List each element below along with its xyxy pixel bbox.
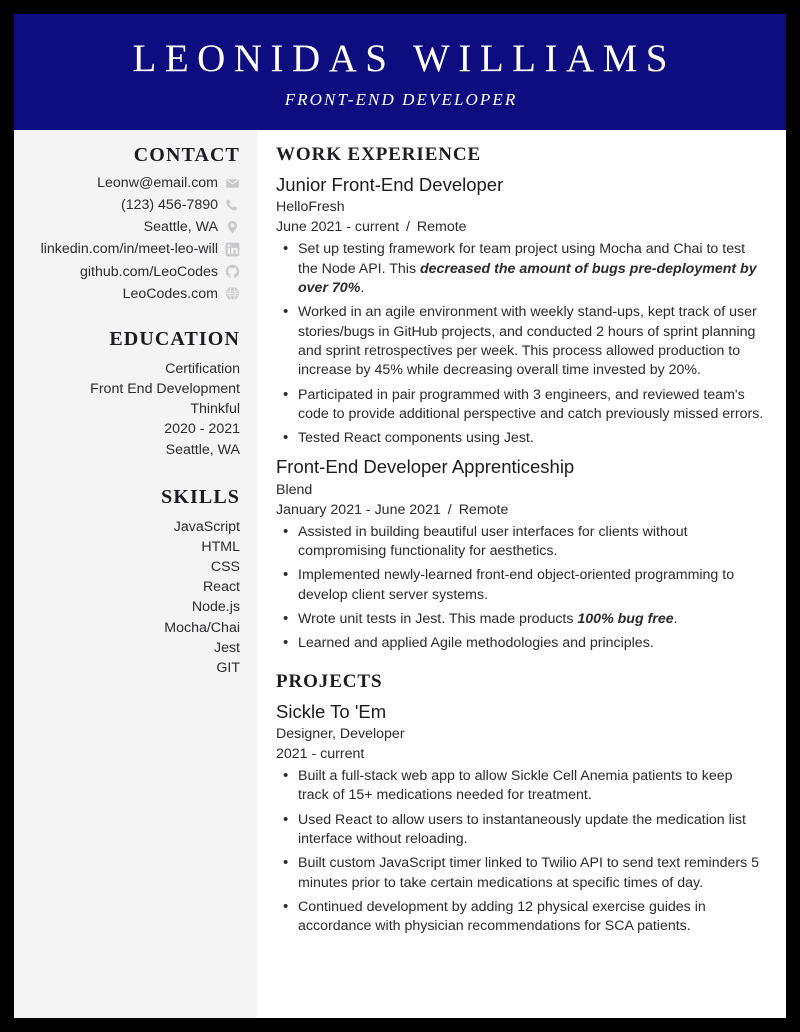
contact-text: linkedin.com/in/meet-leo-will bbox=[40, 241, 218, 258]
resume-body bbox=[14, 130, 786, 1018]
skill-item: JavaScript bbox=[173, 518, 240, 535]
resume-page bbox=[14, 14, 786, 1018]
skill-item: Mocha/Chai bbox=[164, 619, 240, 636]
bullet-item: • Worked in an agile environment with weekly stand-ups, kept track of user stories/bugs in GitHub projects, and conducted 2 hours of sprint planning and sprint retrospectives per week. This process allowed production to increase by 45% while decreasing overall time invested by 20%. bbox=[276, 303, 764, 380]
entry-bullet-list bbox=[276, 523, 764, 654]
bullet-item: • Tested React components using Jest. bbox=[276, 429, 764, 448]
skill-item: Node.js bbox=[191, 599, 240, 616]
entry-separator: / bbox=[402, 219, 414, 236]
work-experience-entries bbox=[276, 173, 764, 654]
bullet-item: • Continued development by adding 12 physical exercise guides in accordance with physician recommendations for SCA patients. bbox=[276, 898, 764, 937]
entry-title: Front-End Developer Apprenticeship bbox=[276, 456, 575, 478]
phone-icon bbox=[225, 198, 240, 213]
entry-meta bbox=[276, 500, 764, 520]
map-pin-icon bbox=[225, 220, 240, 235]
entry-separator: / bbox=[443, 501, 456, 518]
linkedin-icon bbox=[225, 242, 240, 257]
contact-text: (123) 456-7890 bbox=[120, 197, 218, 214]
entry-location: Remote bbox=[416, 219, 467, 236]
entry-organization: Blend bbox=[276, 481, 313, 498]
candidate-name: LEONIDAS WILLIAMS bbox=[132, 37, 676, 81]
contact-row[interactable] bbox=[24, 173, 240, 193]
contact-text: Leonw@email.com bbox=[97, 175, 218, 191]
contact-text: Seattle, WA bbox=[143, 219, 218, 236]
contact-row[interactable] bbox=[24, 284, 240, 304]
entry-organization: Designer, Developer bbox=[276, 725, 405, 742]
education-line: Certification bbox=[165, 360, 240, 377]
education-line: 2020 - 2021 bbox=[164, 421, 240, 438]
contact-text: LeoCodes.com bbox=[122, 285, 218, 302]
projects-entry bbox=[276, 700, 764, 937]
projects-heading: PROJECTS bbox=[276, 670, 383, 692]
contact-list bbox=[24, 173, 240, 304]
bullet-item: • Built a full-stack web app to allow Sickle Cell Anemia patients to keep track of 15+ medications needed for treatment. bbox=[276, 767, 764, 806]
bullet-item: • Assisted in building beautiful user interfaces for clients without compromising functionality for aesthetics. bbox=[276, 523, 764, 562]
resume-header-banner bbox=[14, 14, 786, 130]
bullet-emphasis: decreased the amount of bugs pre-deployment by over 70% bbox=[298, 260, 757, 296]
work_experience-entry bbox=[276, 173, 764, 448]
education-line: Seattle, WA bbox=[165, 441, 240, 458]
work-experience-heading: WORK EXPERIENCE bbox=[276, 144, 482, 165]
contact-row[interactable] bbox=[24, 239, 240, 259]
entry-meta bbox=[276, 744, 764, 764]
bullet-item: • Built custom JavaScript timer linked to Twilio API to send text reminders 5 minutes prior to take certain medications at specific times of day. bbox=[276, 854, 764, 893]
contact-row[interactable] bbox=[24, 262, 240, 282]
entry-bullet-list bbox=[276, 767, 764, 937]
projects-entries bbox=[276, 700, 764, 937]
bullet-emphasis: 100% bug free bbox=[577, 611, 674, 628]
bullet-item: • Learned and applied Agile methodologies and principles. bbox=[276, 634, 764, 653]
skills-list bbox=[24, 517, 240, 678]
education-line: Front End Development bbox=[90, 381, 240, 398]
skill-item: CSS bbox=[210, 559, 240, 576]
entry-title: Junior Front-End Developer bbox=[276, 174, 504, 195]
contact-text: github.com/LeoCodes bbox=[79, 263, 218, 280]
skills-heading: SKILLS bbox=[161, 485, 240, 508]
entry-dates: June 2021 - current bbox=[276, 219, 400, 236]
candidate-job-title: FRONT-END DEVELOPER bbox=[284, 89, 518, 109]
sidebar bbox=[14, 130, 257, 1018]
entry-organization: HelloFresh bbox=[276, 199, 345, 216]
education-line: Thinkful bbox=[190, 401, 240, 418]
entry-title: Sickle To 'Em bbox=[276, 700, 387, 722]
entry-meta bbox=[276, 217, 764, 237]
education-heading: EDUCATION bbox=[109, 327, 240, 350]
main-content bbox=[257, 130, 786, 1018]
contact-row[interactable] bbox=[24, 195, 240, 215]
skill-item: React bbox=[202, 579, 240, 596]
bullet-item: • Implemented newly-learned front-end object-oriented programming to develop client server systems. bbox=[276, 566, 764, 605]
work_experience-entry bbox=[276, 455, 764, 653]
skill-item: Jest bbox=[213, 639, 240, 656]
entry-dates: January 2021 - June 2021 bbox=[276, 501, 441, 518]
skill-item: HTML bbox=[201, 538, 240, 555]
entry-dates: 2021 - current bbox=[276, 745, 365, 762]
bullet-item: • Participated in pair programmed with 3 engineers, and reviewed team's code to provide additional perspective and catch previously missed errors. bbox=[276, 386, 764, 425]
globe-icon bbox=[225, 286, 240, 301]
skill-item: GIT bbox=[216, 659, 240, 676]
contact-row[interactable] bbox=[24, 217, 240, 237]
envelope-icon bbox=[225, 176, 240, 191]
bullet-item: • Wrote unit tests in Jest. This made products 100% bug free. bbox=[276, 610, 764, 629]
bullet-item: • Set up testing framework for team project using Mocha and Chai to test the Node API. This decreased the amount of bugs pre-deployment by over 70%. bbox=[276, 240, 764, 298]
education-list bbox=[24, 359, 240, 460]
contact-heading: CONTACT bbox=[133, 144, 240, 166]
github-icon bbox=[225, 264, 240, 279]
entry-location: Remote bbox=[458, 501, 509, 518]
bullet-item: • Used React to allow users to instantaneously update the medication list interface without reloading. bbox=[276, 811, 764, 850]
entry-bullet-list bbox=[276, 240, 764, 448]
